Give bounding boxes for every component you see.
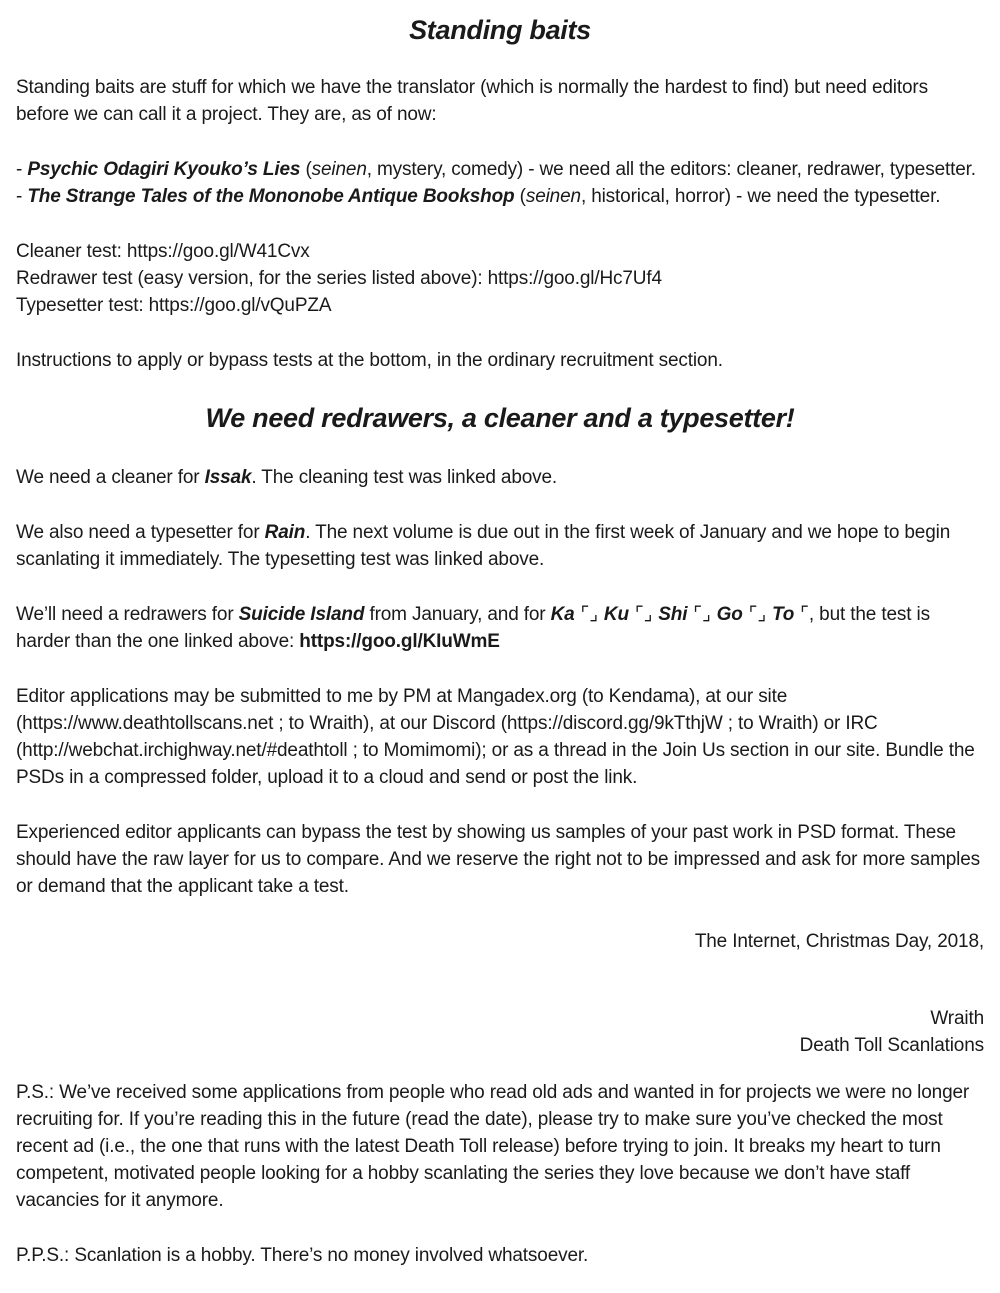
- pps-paragraph: P.P.S.: Scanlation is a hobby. There’s no money involved whatsoever.: [16, 1245, 589, 1266]
- intro-paragraph: Standing baits are stuff for which we have the translator (which is normally the hardest to find) but need editors before we can call it a project. They are, as of now:: [16, 77, 928, 125]
- typesetter-need-paragraph: [16, 519, 984, 573]
- series-title-kakushigoto-ku: Ku: [603, 604, 629, 625]
- corner-bracket-open: ⌜: [794, 603, 809, 625]
- baits-list: [16, 156, 984, 210]
- series-title-kakushigoto-to: To: [772, 604, 795, 625]
- signoff-name: Wraith: [930, 1008, 984, 1029]
- redrawer-need-paragraph: [16, 601, 984, 655]
- signoff-date: The Internet, Christmas Day, 2018,: [694, 931, 984, 952]
- series-title-kakushigoto-ka: Ka: [550, 604, 575, 625]
- text-segment: We also need a typesetter for: [16, 522, 265, 543]
- standing-baits-heading: Standing baits: [409, 15, 591, 45]
- instructions-paragraph: Instructions to apply or bypass tests at the bottom, in the ordinary recruitment section.: [16, 350, 723, 371]
- typesetter-test-line: Typesetter test: https://goo.gl/vQuPZA: [16, 295, 332, 316]
- postscript-block: [16, 1079, 984, 1269]
- list-dash: -: [16, 186, 28, 207]
- cleaner-need-paragraph: [16, 464, 984, 491]
- corner-bracket-pair: ⌜⌟: [574, 603, 604, 625]
- text-segment: from January, and for: [364, 604, 551, 625]
- series-title-issak: Issak: [204, 467, 252, 488]
- redrawer-test-url: https://goo.gl/KIuWmE: [299, 631, 500, 652]
- corner-bracket-pair: ⌜⌟: [742, 603, 773, 625]
- series-title-kakushigoto-go: Go: [716, 604, 743, 625]
- series-title-rain: Rain: [264, 522, 306, 543]
- apply-paragraph: Editor applications may be submitted to me by PM at Mangadex.org (to Kendama), at our site (https://www.deathtollscans.net ; to Wraith), at our Discord (https://discord.gg/9kTthjW ; to Wraith) or IRC (http://webchat.irchighway.net/#deathtoll ; to Momimomi); or as a thread in the Join Us section in our site. Bundle the PSDs in a compressed folder, upload it to a cloud and send or post the link.: [16, 686, 975, 788]
- bypass-paragraph: Experienced editor applicants can bypass the test by showing us samples of your past work in PSD format. These should have the raw layer for us to compare. And we reserve the right not to be impressed and ask for more samples or demand that the applicant take a test.: [16, 822, 981, 897]
- ps-paragraph: P.S.: We’ve received some applications from people who read old ads and wanted in for projects we were no longer recruiting for. If you’re reading this in the future (read the date), please try to make sure you’ve checked the most recent ad (i.e., the one that runs with the latest Death Toll release) before trying to join. It breaks my heart to turn competent, motivated people looking for a hobby scanlating the series they love because we don’t have staff vacancies for it anymore.: [16, 1082, 970, 1211]
- series-title-kakushigoto-shi: Shi: [658, 604, 688, 625]
- paren-open: (: [300, 159, 312, 180]
- bait-item-rest: , historical, horror) - we need the typesetter.: [580, 186, 941, 207]
- genre-seinen: seinen: [311, 159, 367, 180]
- text-segment: , but the test is harder than the one linked above:: [16, 604, 930, 652]
- text-segment: . The cleaning test was linked above.: [251, 467, 558, 488]
- we-need-heading: We need redrawers, a cleaner and a typesetter!: [205, 403, 795, 433]
- text-segment: . The next volume is due out in the first week of January and we hope to begin scanlating it immediately. The typesetting test was linked above.: [16, 522, 951, 570]
- test-links-list: [16, 238, 984, 319]
- bait-item-rest: , mystery, comedy) - we need all the editors: cleaner, redrawer, typesetter.: [366, 159, 976, 180]
- cleaner-test-line: Cleaner test: https://goo.gl/W41Cvx: [16, 241, 310, 262]
- text-segment: We need a cleaner for: [16, 467, 205, 488]
- bait-item-mononobe: [16, 183, 984, 210]
- corner-bracket-pair: ⌜⌟: [628, 603, 659, 625]
- corner-bracket-pair: ⌜⌟: [687, 603, 717, 625]
- series-title-psychic-odagiri: Psychic Odagiri Kyouko’s Lies: [27, 159, 301, 180]
- genre-seinen: seinen: [525, 186, 581, 207]
- paren-open: (: [514, 186, 526, 207]
- series-title-mononobe: The Strange Tales of the Mononobe Antique Bookshop: [27, 186, 515, 207]
- bait-item-psychic-odagiri: [16, 156, 984, 183]
- redrawer-test-line: Redrawer test (easy version, for the series listed above): https://goo.gl/Hc7Uf4: [16, 268, 662, 289]
- series-title-suicide-island: Suicide Island: [238, 604, 365, 625]
- signature-block: [16, 928, 984, 1059]
- text-segment: We’ll need a redrawers for: [16, 604, 239, 625]
- signoff-group: Death Toll Scanlations: [799, 1035, 984, 1056]
- list-dash: -: [16, 159, 28, 180]
